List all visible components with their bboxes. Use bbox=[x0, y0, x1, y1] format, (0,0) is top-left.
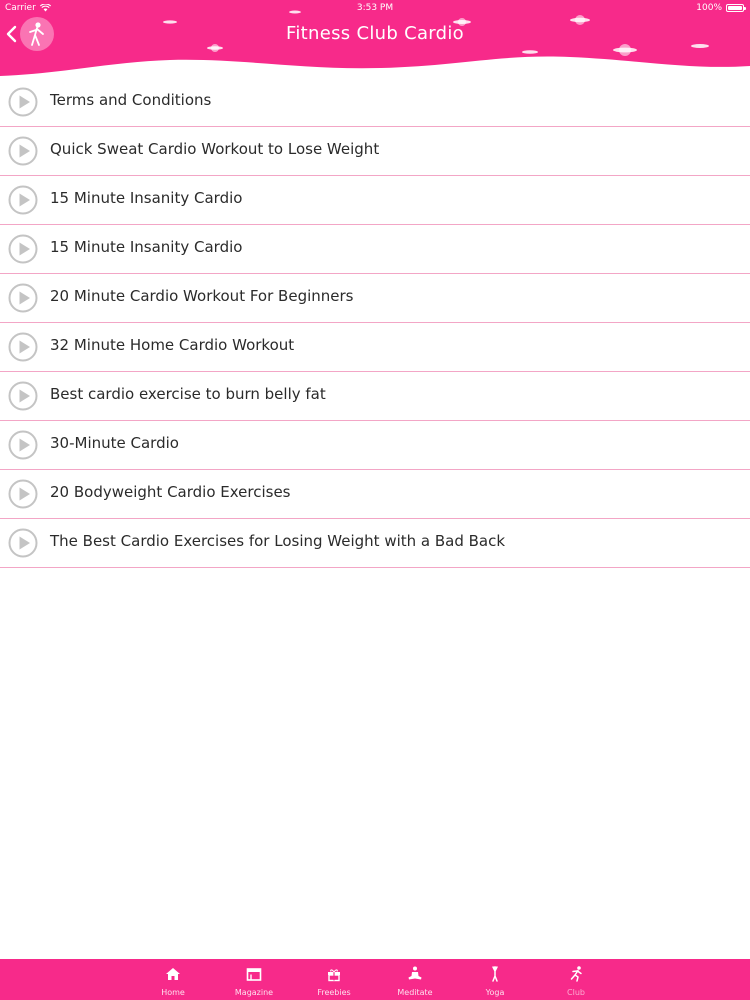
list-item[interactable] bbox=[0, 323, 750, 372]
page-title: Fitness Club Cardio bbox=[285, 23, 464, 44]
tab-yoga[interactable] bbox=[460, 959, 530, 1000]
list-item-label: 20 Minute Cardio Workout For Beginners bbox=[50, 287, 354, 305]
tab-bar bbox=[0, 959, 750, 1000]
list-item-label: 15 Minute Insanity Cardio bbox=[50, 238, 243, 256]
play-icon bbox=[8, 381, 38, 411]
play-icon bbox=[8, 479, 38, 509]
play-icon bbox=[8, 87, 38, 117]
magazine-icon bbox=[245, 965, 263, 983]
list-item[interactable] bbox=[0, 127, 750, 176]
status-time: 3:53 PM bbox=[356, 3, 394, 13]
list-item-label: Terms and Conditions bbox=[50, 91, 212, 109]
status-right bbox=[696, 3, 744, 13]
runner-icon bbox=[567, 965, 585, 983]
list-item-label: 20 Bodyweight Cardio Exercises bbox=[50, 483, 291, 501]
tab-freebies[interactable] bbox=[299, 959, 369, 1000]
play-icon bbox=[8, 185, 38, 215]
tab-home[interactable] bbox=[138, 959, 208, 1000]
tab-label: Yoga bbox=[485, 988, 505, 997]
play-icon bbox=[8, 234, 38, 264]
list-item[interactable] bbox=[0, 470, 750, 519]
play-icon bbox=[8, 332, 38, 362]
tab-label: Meditate bbox=[397, 988, 433, 997]
header bbox=[0, 0, 750, 86]
home-icon bbox=[164, 965, 182, 983]
list-item[interactable] bbox=[0, 274, 750, 323]
tab-magazine[interactable] bbox=[219, 959, 289, 1000]
tab-label: Magazine bbox=[234, 988, 274, 997]
carrier-label: Carrier bbox=[5, 3, 36, 13]
list-item-label: 32 Minute Home Cardio Workout bbox=[50, 336, 295, 354]
video-list bbox=[0, 78, 750, 568]
yoga-icon bbox=[486, 965, 504, 983]
list-item[interactable] bbox=[0, 372, 750, 421]
list-item-label: The Best Cardio Exercises for Losing Weight with a Bad Back bbox=[50, 532, 506, 550]
gift-icon bbox=[325, 965, 343, 983]
play-icon bbox=[8, 430, 38, 460]
tab-label: Freebies bbox=[317, 988, 351, 997]
tab-label: Home bbox=[161, 988, 185, 997]
list-item[interactable] bbox=[0, 176, 750, 225]
list-item[interactable] bbox=[0, 421, 750, 470]
list-item[interactable] bbox=[0, 519, 750, 568]
list-item[interactable] bbox=[0, 78, 750, 127]
play-icon bbox=[8, 136, 38, 166]
list-item-label: Best cardio exercise to burn belly fat bbox=[50, 385, 326, 403]
list-item[interactable] bbox=[0, 225, 750, 274]
tab-label: Club bbox=[567, 988, 585, 997]
play-icon bbox=[8, 528, 38, 558]
battery-percent: 100% bbox=[696, 3, 722, 13]
list-item-label: 15 Minute Insanity Cardio bbox=[50, 189, 243, 207]
list-item-label: 30-Minute Cardio bbox=[50, 434, 179, 452]
tab-meditate[interactable] bbox=[380, 959, 450, 1000]
play-icon bbox=[8, 283, 38, 313]
battery-icon bbox=[726, 4, 744, 12]
status-bar bbox=[0, 0, 750, 16]
list-item-label: Quick Sweat Cardio Workout to Lose Weight bbox=[50, 140, 380, 158]
tab-club[interactable] bbox=[541, 959, 611, 1000]
meditate-icon bbox=[406, 965, 424, 983]
